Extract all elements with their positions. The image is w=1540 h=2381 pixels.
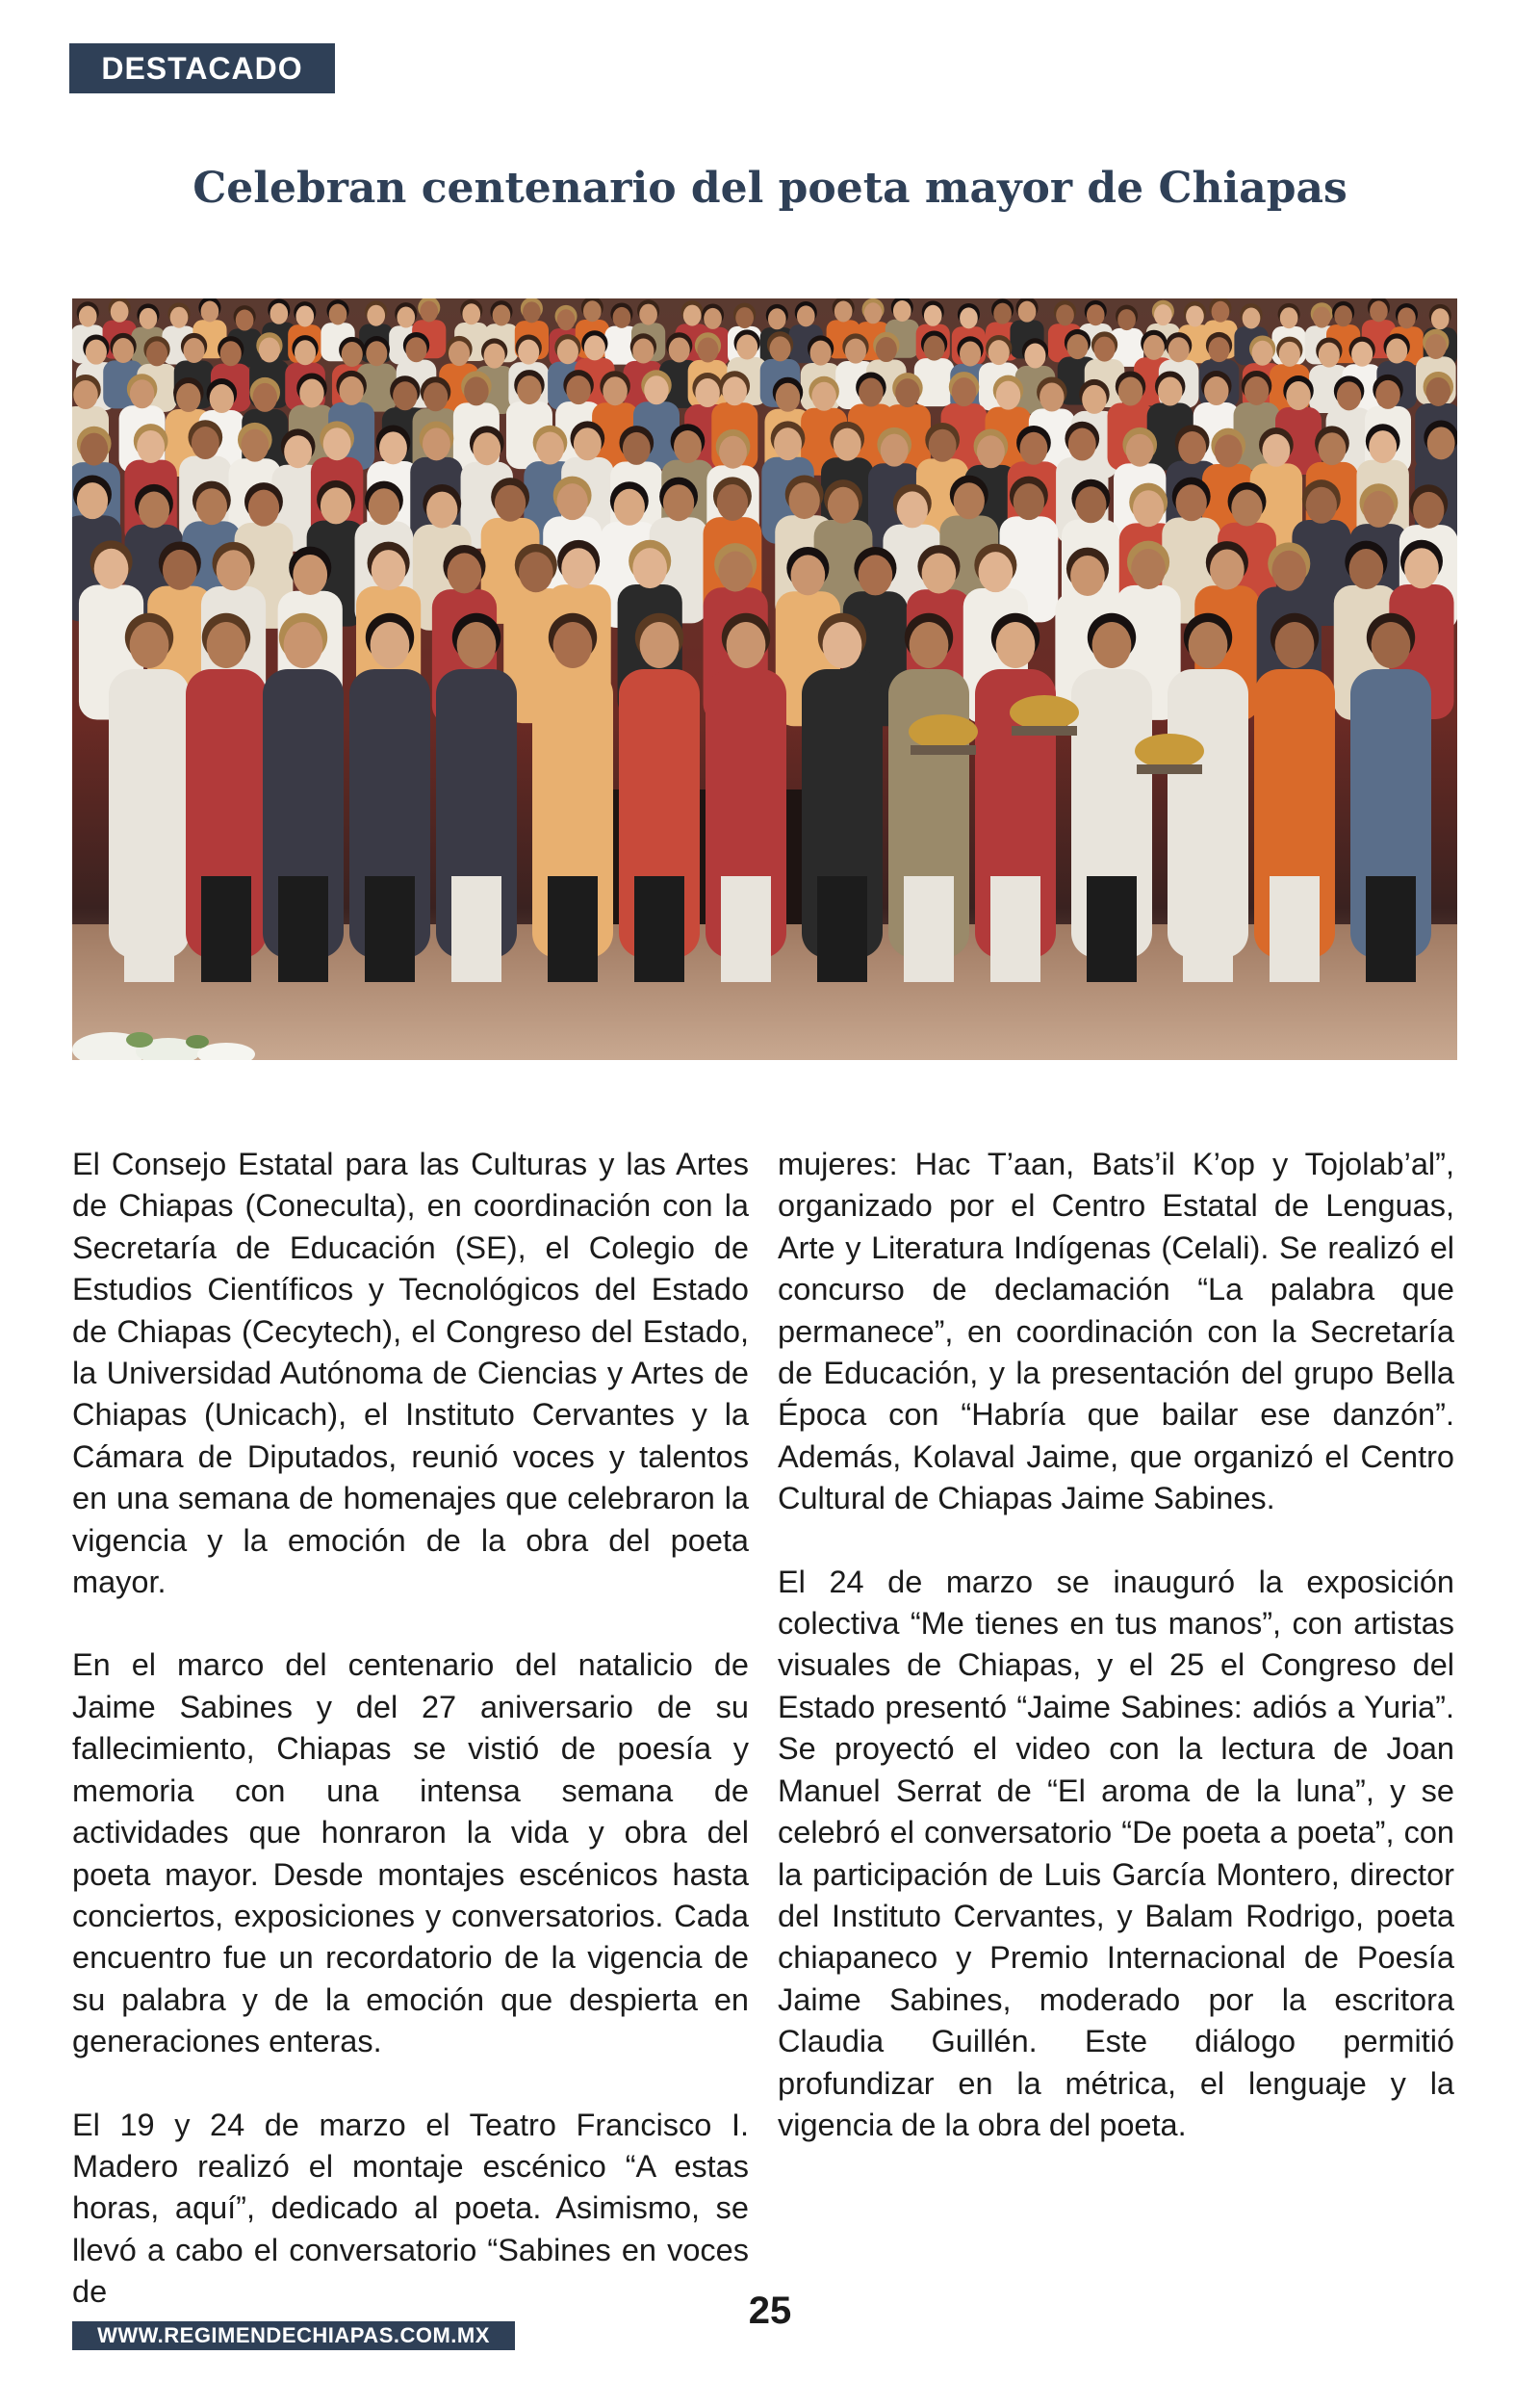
paragraph: En el marco del centenario del natalicio de Jaime Sabines y del 27 aniversario de su fallecimiento, Chiapas se vistió de poesía y memoria con una intensa semana de actividades que honraron la vida y obra del poeta mayor. Desde montajes escénicos hasta conciertos, exposiciones y conversatorios. Cada encuentro fue un recordatorio de la vigencia de su palabra y de la emoción que despierta en generaciones enteras. <box>72 1647 749 2059</box>
section-tag: DESTACADO <box>69 43 335 93</box>
paragraph: El 19 y 24 de marzo el Teatro Francisco I. Madero realizó el montaje escénico “A estas horas, aquí”, dedicado al poeta. Asimismo, se llevó a cabo el conversatorio “Sabines en voces de <box>72 2107 749 2310</box>
paragraph: El 24 de marzo se inauguró la exposición colectiva “Me tienes en tus manos”, con artistas visuales de Chiapas, y el 25 el Congreso del Estado presentó “Jaime Sabines: adiós a Yuria”. Se proyectó el video con la lectura de Joan Manuel Serrat de “El aroma de la luna”, y se celebró el conversatorio “De poeta a poeta”, con la participación de Luis García Montero, director del Instituto Cervantes, y Balam Rodrigo, poeta chiapaneco y Premio Internacional de Poesía Jaime Sabines, moderado por la escritora Claudia Guillén. Este diálogo permitió profundizar en la métrica, el lenguaje y la vigencia de la obra del poeta. <box>778 1564 1454 2142</box>
group-photo-illustration <box>72 298 1457 1060</box>
article-headline: Celebran centenario del poeta mayor de Chiapas <box>192 164 1348 213</box>
page-number: 25 <box>748 2290 792 2332</box>
paragraph: mujeres: Hac T’aan, Bats’il K’op y Tojolab’al”, organizado por el Centro Estatal de Lenguas, Arte y Literatura Indígenas (Celali). Se realizó el concurso de declamación “La palabra que permanece”, en coordinación con la Secretaría de Educación, y la presentación del grupo Bella Época con “Habría que bailar ese danzón”. Además, Kolaval Jaime, que organizó el Centro Cultural de Chiapas Jaime Sabines. <box>778 1147 1454 1516</box>
website-link[interactable]: WWW.REGIMENDECHIAPAS.COM.MX <box>72 2321 515 2350</box>
group-photo <box>72 298 1457 1060</box>
paragraph: El Consejo Estatal para las Culturas y las Artes de Chiapas (Coneculta), en coordinación con la Secretaría de Educación (SE), el Colegio de Estudios Científicos y Tecnológicos del Estado de Chiapas (Cecytech), el Congreso del Estado, la Universidad Autónoma de Ciencias y Artes de Chiapas (Unicach), el Instituto Cervantes y la Cámara de Diputados, reunió voces y talentos en una semana de homenajes que celebraron la vigencia y la emoción de la obra del poeta mayor. <box>72 1147 749 1600</box>
article-column-right <box>778 1144 1454 2187</box>
article-column-left <box>72 1144 749 2355</box>
